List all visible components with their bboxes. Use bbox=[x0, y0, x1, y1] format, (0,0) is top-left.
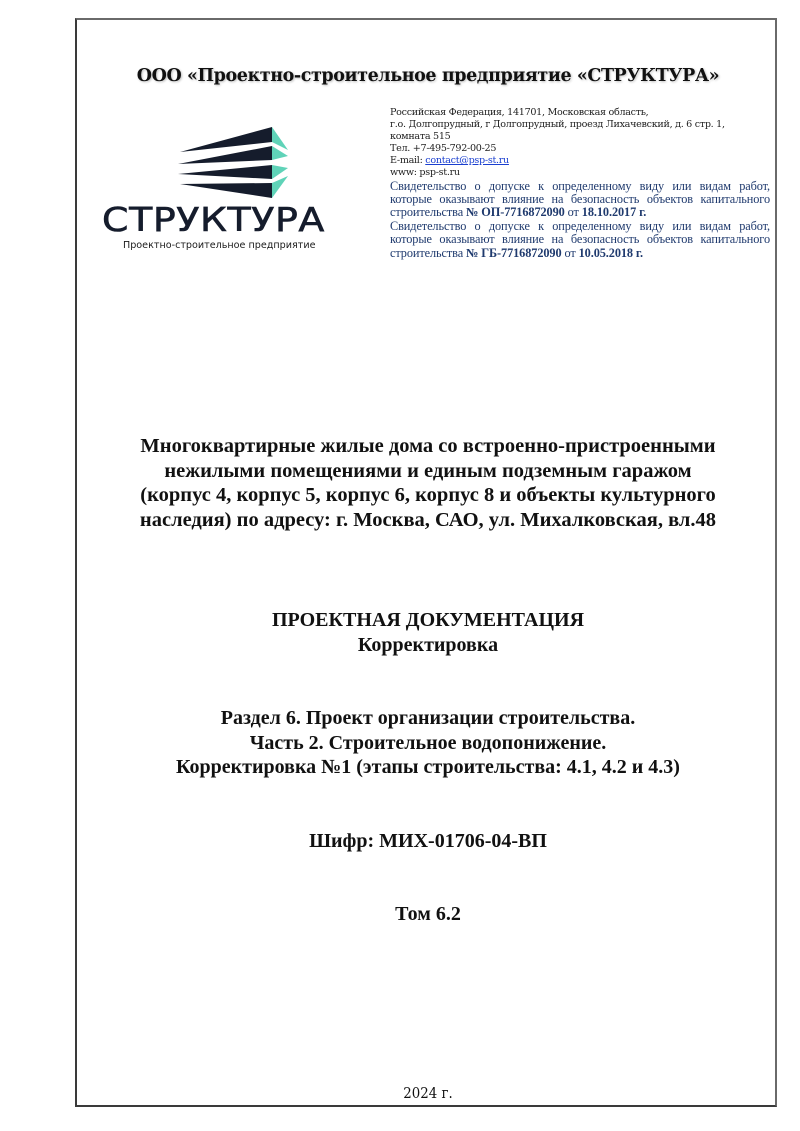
certificate-2 bbox=[390, 220, 770, 260]
project-title bbox=[75, 434, 781, 532]
address-line-3: комната 515 bbox=[390, 131, 451, 143]
document-type bbox=[75, 608, 781, 658]
logo-emblem-icon bbox=[100, 122, 360, 202]
section-line: Часть 2. Строительное водопонижение. bbox=[249, 731, 607, 754]
address-line-1: Российская Федерация, 141701, Московская область, bbox=[390, 107, 649, 118]
certificate-text: Свидетельство о допуске к определенному виду или видам работ, которые оказывают влияние на безопасность объектов капитального строительства bbox=[390, 218, 770, 260]
logo-tagline: Проектно-строительное предприятие bbox=[123, 240, 316, 251]
address-line-2: г.о. Долгопрудный, г Долгопрудный, проезд Лихачевский, д. 6 стр. 1, bbox=[390, 119, 725, 131]
volume: Том 6.2 bbox=[395, 903, 461, 925]
project-title-line: Многоквартирные жилые дома со встроенно-пристроенными bbox=[140, 435, 716, 457]
cipher: Шифр: МИХ-01706-04-ВП bbox=[309, 830, 547, 852]
project-title-line: нежилыми помещениями и единым подземным гаражом bbox=[164, 459, 692, 482]
website: www: psp-st.ru bbox=[390, 167, 460, 179]
company-name: ООО «Проектно-строительное предприятие «СТРУКТУРА» bbox=[136, 66, 720, 86]
document-type-heading: ПРОЕКТНАЯ ДОКУМЕНТАЦИЯ bbox=[271, 609, 585, 631]
company-logo bbox=[100, 122, 360, 257]
contact-block bbox=[390, 107, 770, 260]
certificate-from: от bbox=[564, 205, 582, 220]
certificate-from: от bbox=[561, 245, 579, 260]
section-line: Раздел 6. Проект организации строительства. bbox=[220, 707, 636, 729]
year: 2024 г. bbox=[403, 1086, 453, 1102]
email-row bbox=[390, 155, 770, 167]
project-title-line: (корпус 4, корпус 5, корпус 6, корпус 8 и объекты культурного bbox=[140, 484, 716, 506]
certificate-number: № ОП-7716872090 bbox=[466, 205, 565, 220]
document-subtype: Корректировка bbox=[357, 634, 499, 656]
logo-wordmark: СТРУКТУРА bbox=[102, 200, 325, 239]
project-title-line: наследия) по адресу: г. Москва, САО, ул. Михалковская, вл.48 bbox=[139, 508, 717, 531]
certificate-number: № ГБ-7716872090 bbox=[466, 245, 562, 260]
certificate-date: 10.05.2018 г. bbox=[578, 245, 644, 260]
phone: Тел. +7-495-792-00-25 bbox=[390, 143, 497, 155]
email-label: E-mail: bbox=[390, 155, 426, 167]
certificate-text: Свидетельство о допуске к определенному виду или видам работ, которые оказывают влияние на безопасность объектов капитального строительства bbox=[390, 178, 770, 220]
email-link[interactable]: contact@psp-st.ru bbox=[425, 155, 509, 167]
section-info bbox=[75, 706, 781, 780]
certificate-1 bbox=[390, 180, 770, 220]
section-line: Корректировка №1 (этапы строительства: 4.1, 4.2 и 4.3) bbox=[176, 756, 680, 778]
certificate-date: 18.10.2017 г. bbox=[581, 205, 647, 220]
